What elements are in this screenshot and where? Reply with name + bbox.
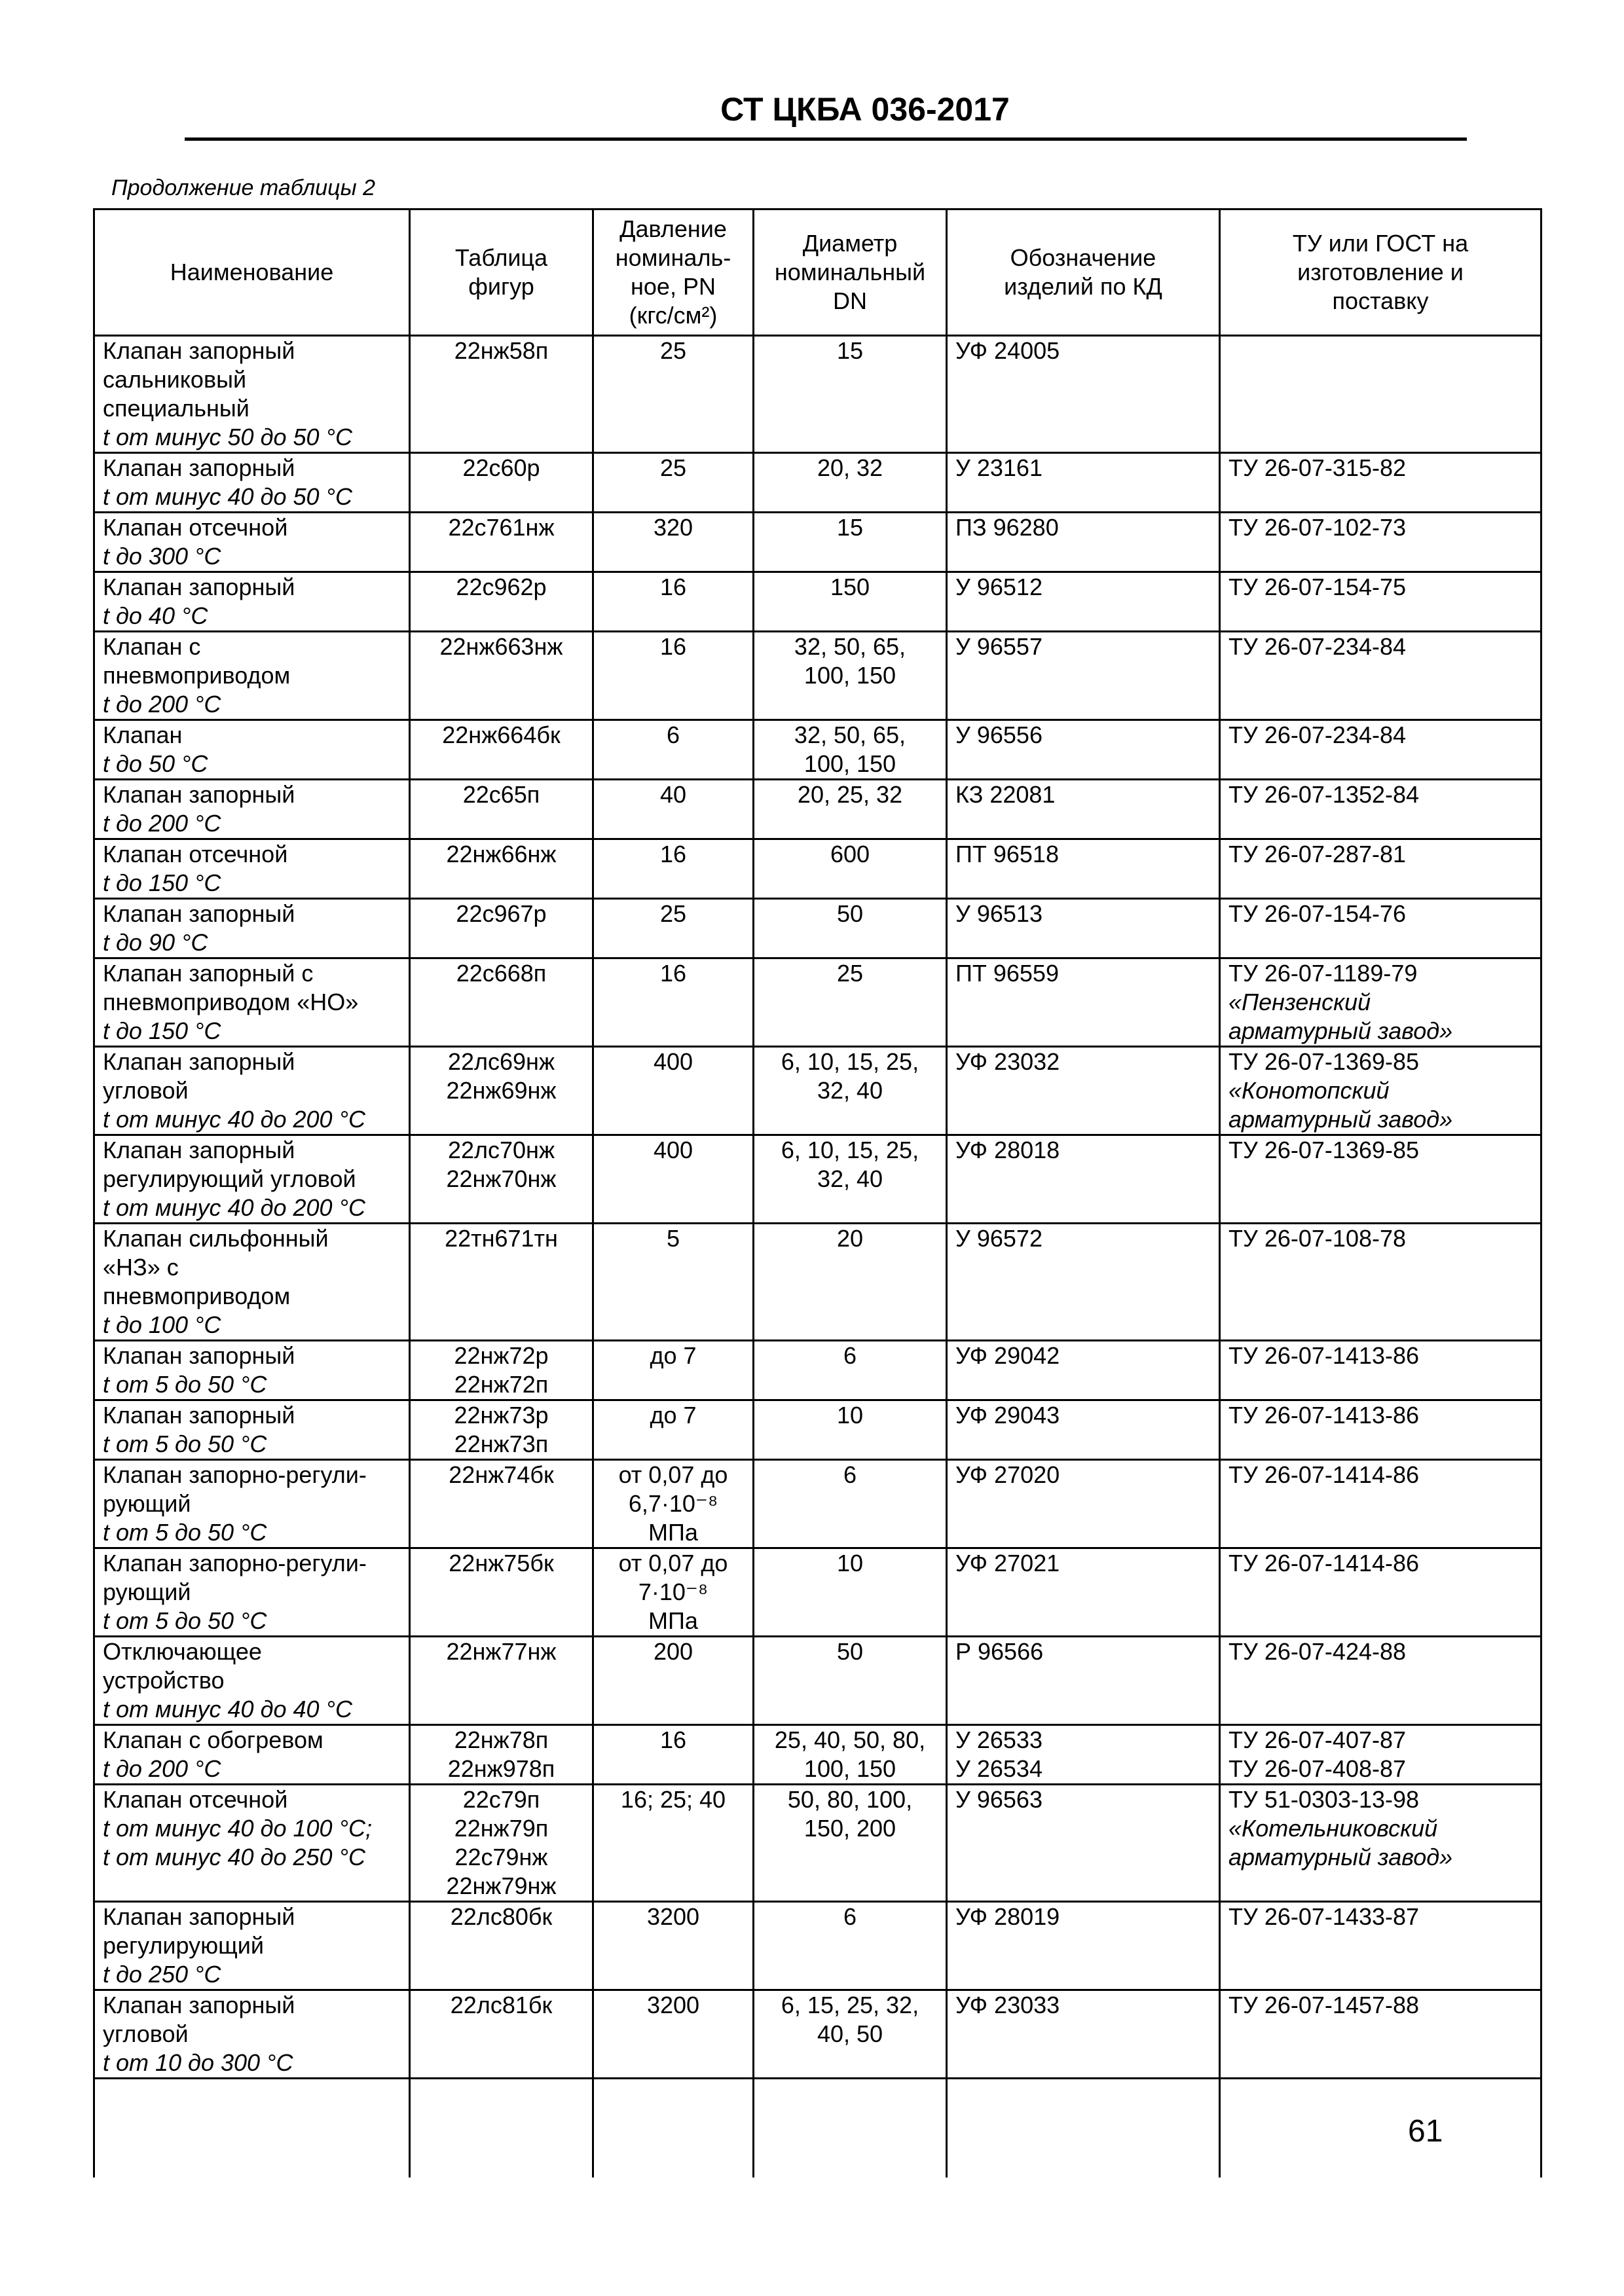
column-header-standard: ТУ или ГОСТ на изготовление и поставку [1220,210,1541,336]
standard-code: ТУ 26-07-424-88 [1228,1638,1407,1665]
empty-cell [947,2079,1220,2178]
cell-standard [1220,1135,1541,1224]
cell-name [94,1341,410,1400]
column-header-pressure: Давление номиналь- ное, PN (кгс/см²) [593,210,754,336]
cell-designation: У 96513 [947,899,1220,958]
valve-name: Клапан запорный сальниковый специальный [103,337,295,422]
cell-pressure: до 7 [593,1400,754,1460]
temperature-range: t до 250 °С [103,1961,221,1988]
cell-pressure: 16 [593,572,754,632]
cell-figure: 22нж73р 22нж73п [410,1400,593,1460]
temperature-range: t до 200 °С [103,810,221,837]
page-number: 61 [1408,2114,1443,2149]
standard-code: ТУ 26-07-1369-85 [1228,1137,1420,1163]
document-header [185,90,1467,141]
cell-name [94,1785,410,1902]
cell-name [94,1047,410,1135]
cell-standard [1220,513,1541,572]
cell-diameter: 150 [754,572,947,632]
cell-name [94,1460,410,1548]
cell-name [94,572,410,632]
cell-pressure: до 7 [593,1341,754,1400]
cell-name [94,1548,410,1637]
cell-figure: 22нж72р 22нж72п [410,1341,593,1400]
cell-diameter: 50, 80, 100, 150, 200 [754,1785,947,1902]
cell-standard [1220,1902,1541,1990]
cell-designation: ПТ 96518 [947,839,1220,899]
cell-name [94,1135,410,1224]
table-row [94,453,1541,513]
valve-name: Клапан с пневмоприводом [103,633,291,689]
cell-figure: 22нж77нж [410,1637,593,1725]
cell-pressure: 5 [593,1224,754,1341]
standard-code: ТУ 26-07-1433-87 [1228,1903,1420,1930]
cell-pressure: 3200 [593,1902,754,1990]
valve-name: Клапан запорный [103,1402,295,1429]
valve-name: Клапан отсечной [103,514,288,541]
temperature-range: t от минус 40 до 50 °С [103,483,352,510]
table-caption: Продолжение таблицы 2 [111,175,375,200]
valve-name: Клапан запорный регулирующий угловой [103,1137,356,1192]
temperature-range: t до 300 °С [103,543,221,570]
valve-name: Клапан запорный [103,574,295,600]
cell-figure: 22нж75бк [410,1548,593,1637]
table-row [94,720,1541,780]
temperature-range: t от 5 до 50 °С [103,1607,267,1634]
table-row [94,1785,1541,1902]
cell-designation: ПТ 96559 [947,958,1220,1047]
cell-name [94,958,410,1047]
cell-designation: УФ 27021 [947,1548,1220,1637]
cell-name [94,780,410,839]
cell-standard [1220,1224,1541,1341]
cell-pressure: 3200 [593,1990,754,2079]
column-header-designation: Обозначение изделий по КД [947,210,1220,336]
standard-code: ТУ 26-07-154-76 [1228,900,1407,927]
cell-designation: У 96563 [947,1785,1220,1902]
standard-code: ТУ 26-07-287-81 [1228,841,1407,867]
cell-diameter: 6 [754,1902,947,1990]
temperature-range: t от 10 до 300 °С [103,2049,293,2076]
cell-diameter: 15 [754,336,947,453]
cell-pressure: 16 [593,839,754,899]
table-row [94,1135,1541,1224]
cell-designation: У 96557 [947,632,1220,720]
table-row [94,780,1541,839]
cell-designation: КЗ 22081 [947,780,1220,839]
cell-pressure: 16 [593,632,754,720]
column-header-figure: Таблица фигур [410,210,593,336]
cell-designation: У 96556 [947,720,1220,780]
cell-designation: УФ 27020 [947,1460,1220,1548]
cell-standard [1220,1341,1541,1400]
cell-name [94,839,410,899]
temperature-range: t от 5 до 50 °С [103,1371,267,1398]
cell-diameter: 20, 25, 32 [754,780,947,839]
valve-name: Клапан запорный [103,1342,295,1369]
standard-code: ТУ 26-07-1413-86 [1228,1342,1420,1369]
cell-figure: 22лс80бк [410,1902,593,1990]
valve-name: Клапан запорный с пневмоприводом «НО» [103,960,359,1015]
cell-name [94,1224,410,1341]
table-row [94,632,1541,720]
valve-name: Клапан сильфонный «НЗ» с пневмоприводом [103,1225,329,1309]
column-header-diameter: Диаметр номинальный DN [754,210,947,336]
cell-pressure: 25 [593,336,754,453]
valve-name: Клапан запорный [103,900,295,927]
valve-name: Клапан отсечной [103,1786,288,1813]
standard-code: ТУ 26-07-1457-88 [1228,1992,1420,2018]
table-row [94,958,1541,1047]
document-code: СТ ЦКБА 036-2017 [720,91,1010,128]
cell-diameter: 50 [754,899,947,958]
cell-diameter: 50 [754,1637,947,1725]
cell-diameter: 25 [754,958,947,1047]
standard-code: ТУ 26-07-1413-86 [1228,1402,1420,1429]
cell-figure: 22тн671тн [410,1224,593,1341]
cell-name [94,513,410,572]
empty-cell [410,2079,593,2178]
cell-designation: У 96572 [947,1224,1220,1341]
table-row [94,1341,1541,1400]
temperature-range: t до 150 °С [103,869,221,896]
table-row [94,1460,1541,1548]
valve-name: Клапан запорный регулирующий [103,1903,295,1959]
cell-figure: 22нж66нж [410,839,593,899]
temperature-range: t до 100 °С [103,1311,221,1338]
cell-diameter: 15 [754,513,947,572]
cell-standard [1220,1785,1541,1902]
table-row [94,899,1541,958]
temperature-range: t от минус 40 до 100 °С; t от минус 40 до 250 °С [103,1815,372,1870]
cell-figure: 22с65п [410,780,593,839]
cell-figure: 22с79п 22нж79п 22с79нж 22нж79нж [410,1785,593,1902]
cell-figure: 22нж78п 22нж978п [410,1725,593,1785]
cell-diameter: 10 [754,1400,947,1460]
standard-code: ТУ 26-07-154-75 [1228,574,1407,600]
cell-name [94,453,410,513]
cell-standard [1220,1990,1541,2079]
empty-cell [593,2079,754,2178]
table-row [94,1548,1541,1637]
cell-diameter: 600 [754,839,947,899]
cell-standard [1220,1637,1541,1725]
valve-name: Клапан запорный угловой [103,1048,295,1104]
standard-code: ТУ 26-07-1189-79 [1228,960,1418,987]
valve-name: Клапан отсечной [103,841,288,867]
cell-figure: 22с60р [410,453,593,513]
empty-cell [1220,2079,1541,2178]
cell-diameter: 32, 50, 65, 100, 150 [754,632,947,720]
valve-name: Клапан запорно-регули- рующий [103,1550,367,1605]
table-filler-row [94,2079,1541,2178]
table-row [94,336,1541,453]
standard-code: ТУ 26-07-1414-86 [1228,1461,1420,1488]
table-header-row [94,210,1541,336]
standard-code: ТУ 26-07-1414-86 [1228,1550,1420,1576]
cell-figure: 22с668п [410,958,593,1047]
standard-code: ТУ 26-07-1352-84 [1228,781,1420,808]
cell-figure: 22лс70нж 22нж70нж [410,1135,593,1224]
temperature-range: t от минус 40 до 40 °С [103,1696,352,1722]
cell-diameter: 6, 10, 15, 25, 32, 40 [754,1047,947,1135]
valve-name: Отключающее устройство [103,1638,262,1694]
cell-designation: УФ 28019 [947,1902,1220,1990]
cell-name [94,632,410,720]
cell-diameter: 32, 50, 65, 100, 150 [754,720,947,780]
cell-designation: У 96512 [947,572,1220,632]
cell-standard [1220,453,1541,513]
cell-pressure: 16 [593,958,754,1047]
cell-name [94,1902,410,1990]
table-row [94,1725,1541,1785]
cell-figure: 22нж664бк [410,720,593,780]
table-body [94,336,1541,2178]
cell-name [94,1725,410,1785]
cell-diameter: 6 [754,1341,947,1400]
cell-designation: УФ 23033 [947,1990,1220,2079]
cell-standard [1220,958,1541,1047]
cell-figure: 22с962р [410,572,593,632]
cell-diameter: 6, 15, 25, 32, 40, 50 [754,1990,947,2079]
valve-name: Клапан [103,721,183,748]
cell-standard [1220,839,1541,899]
temperature-range: t от 5 до 50 °С [103,1519,267,1546]
cell-diameter: 6, 10, 15, 25, 32, 40 [754,1135,947,1224]
cell-diameter: 6 [754,1460,947,1548]
valve-name: Клапан запорный угловой [103,1992,295,2047]
valves-table [93,208,1542,2178]
cell-designation: УФ 24005 [947,336,1220,453]
standard-code: ТУ 26-07-102-73 [1228,514,1407,541]
valve-name: Клапан запорно-регули- рующий [103,1461,367,1517]
cell-figure: 22с967р [410,899,593,958]
standard-code: ТУ 26-07-407-87 ТУ 26-07-408-87 [1228,1726,1407,1782]
cell-standard [1220,572,1541,632]
cell-pressure: 40 [593,780,754,839]
manufacturer-note: «Пензенский арматурный завод» [1228,989,1453,1044]
cell-figure: 22лс81бк [410,1990,593,2079]
cell-pressure: 25 [593,453,754,513]
cell-name [94,1990,410,2079]
cell-diameter: 10 [754,1548,947,1637]
cell-pressure: 25 [593,899,754,958]
temperature-range: t до 200 °С [103,1755,221,1782]
cell-designation: У 23161 [947,453,1220,513]
standard-code: ТУ 26-07-234-84 [1228,721,1407,748]
cell-standard [1220,1047,1541,1135]
standard-code: ТУ 26-07-234-84 [1228,633,1407,660]
valve-name: Клапан запорный [103,781,295,808]
table-row [94,572,1541,632]
cell-name [94,336,410,453]
table-row [94,1990,1541,2079]
cell-designation: УФ 28018 [947,1135,1220,1224]
empty-cell [754,2079,947,2178]
column-header-name: Наименование [94,210,410,336]
table-row [94,1902,1541,1990]
valve-name: Клапан запорный [103,454,295,481]
standard-code: ТУ 26-07-108-78 [1228,1225,1407,1252]
temperature-range: t от 5 до 50 °С [103,1430,267,1457]
temperature-range: t до 200 °С [103,691,221,718]
cell-name [94,1637,410,1725]
manufacturer-note: «Конотопский арматурный завод» [1228,1077,1453,1133]
standard-code: ТУ 51-0303-13-98 [1228,1786,1420,1813]
cell-standard [1220,1460,1541,1548]
cell-designation: УФ 29043 [947,1400,1220,1460]
table-row [94,839,1541,899]
temperature-range: t до 150 °С [103,1017,221,1044]
cell-designation: У 26533 У 26534 [947,1725,1220,1785]
table-row [94,1224,1541,1341]
cell-designation: Р 96566 [947,1637,1220,1725]
cell-standard [1220,1400,1541,1460]
cell-pressure: 200 [593,1637,754,1725]
cell-designation: УФ 29042 [947,1341,1220,1400]
cell-diameter: 25, 40, 50, 80, 100, 150 [754,1725,947,1785]
table-row [94,1047,1541,1135]
cell-figure: 22нж74бк [410,1460,593,1548]
cell-standard [1220,1548,1541,1637]
table-row [94,1400,1541,1460]
cell-designation: ПЗ 96280 [947,513,1220,572]
cell-name [94,1400,410,1460]
cell-pressure: 16 [593,1725,754,1785]
cell-standard [1220,632,1541,720]
empty-cell [94,2079,410,2178]
cell-standard [1220,1725,1541,1785]
cell-pressure: 6 [593,720,754,780]
cell-pressure: от 0,07 до 7·10⁻⁸ МПа [593,1548,754,1637]
cell-standard [1220,780,1541,839]
table-row [94,1637,1541,1725]
manufacturer-note: «Котельниковский арматурный завод» [1228,1815,1453,1870]
cell-figure: 22с761нж [410,513,593,572]
cell-name [94,720,410,780]
cell-standard [1220,720,1541,780]
cell-pressure: 320 [593,513,754,572]
cell-figure: 22лс69нж 22нж69нж [410,1047,593,1135]
table-row [94,513,1541,572]
cell-figure: 22нж58п [410,336,593,453]
temperature-range: t до 40 °С [103,602,208,629]
temperature-range: t до 50 °С [103,750,208,777]
cell-pressure: 400 [593,1047,754,1135]
cell-standard [1220,899,1541,958]
temperature-range: t до 90 °С [103,929,208,956]
cell-pressure: 400 [593,1135,754,1224]
cell-standard [1220,336,1541,453]
standard-code: ТУ 26-07-1369-85 [1228,1048,1420,1075]
cell-pressure: от 0,07 до 6,7·10⁻⁸ МПа [593,1460,754,1548]
standard-code: ТУ 26-07-315-82 [1228,454,1407,481]
cell-diameter: 20, 32 [754,453,947,513]
cell-diameter: 20 [754,1224,947,1341]
cell-figure: 22нж663нж [410,632,593,720]
temperature-range: t от минус 40 до 200 °С [103,1194,365,1221]
cell-name [94,899,410,958]
cell-designation: УФ 23032 [947,1047,1220,1135]
temperature-range: t от минус 40 до 200 °С [103,1106,365,1133]
valve-name: Клапан с обогревом [103,1726,323,1753]
temperature-range: t от минус 50 до 50 °С [103,424,352,450]
cell-pressure: 16; 25; 40 [593,1785,754,1902]
